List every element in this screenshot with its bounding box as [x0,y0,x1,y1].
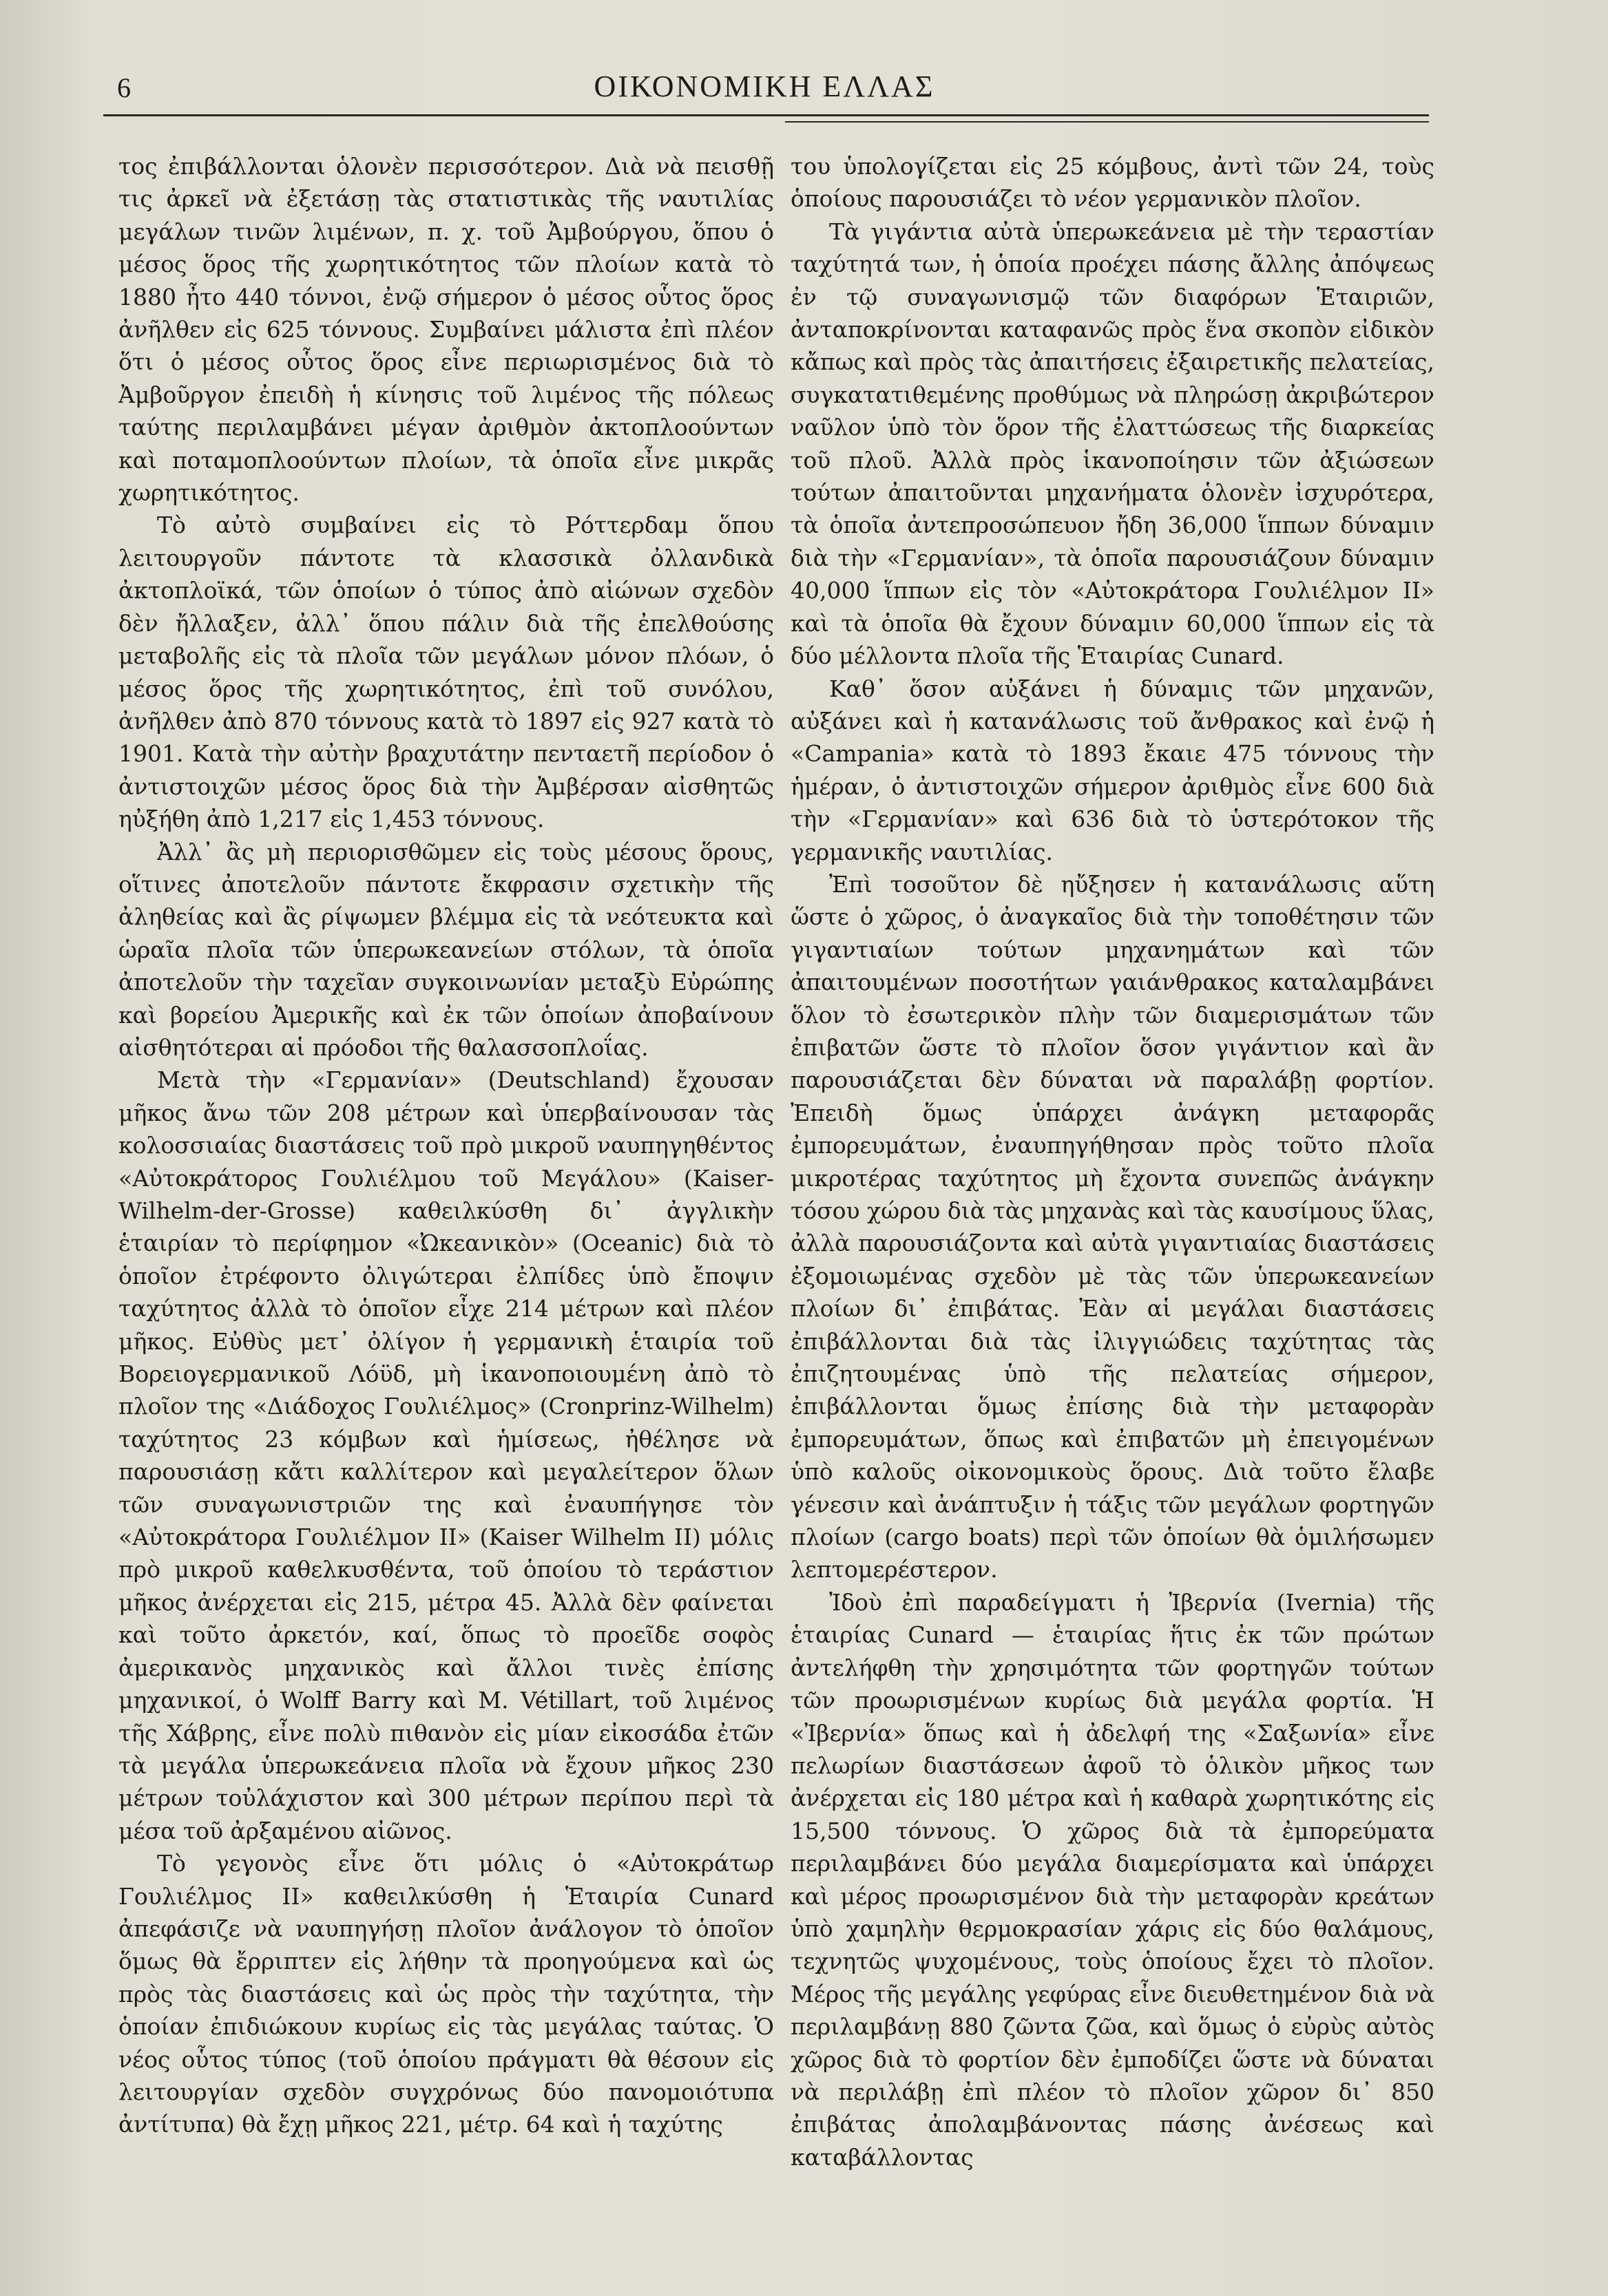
paragraph: Τὸ αὐτὸ συμβαίνει εἰς τὸ Ρόττερδαμ ὅπου λειτουργοῦν πάντοτε τὰ κλασσικὰ ὀλλανδικὰ ἀκτοπλοϊκά, τῶν ὁποίων ὁ τύπος ἀπὸ αἰώνων σχεδὸν δὲν ἤλλαξεν, ἀλλ᾽ ὅπου πάλιν διὰ τῆς ἐπελθούσης μεταβολῆς εἰς τὰ πλοῖα τῶν μεγάλων μόνον πλόων, ὁ μέσος ὅρος τῆς χωρητικότητος, ἐπὶ τοῦ συνόλου, ἀνῆλθεν ἀπὸ 870 τόννους κατὰ τὸ 1897 εἰς 927 κατὰ τὸ 1901. Κατὰ τὴν αὐτὴν βραχυτάτην πενταετῆ περίοδον ὁ ἀντιστοιχῶν μέσος ὅρος διὰ τὴν Ἀμβέρσαν αἰσθητῶς ηὐξήθη ἀπὸ 1,217 εἰς 1,453 τόννους. [118,512,774,833]
paragraph: Ἰδοὺ ἐπὶ παραδείγματι ἡ Ἰβερνία (Ivernia) τῆς ἑταιρίας Cunard — ἑταιρίας ἥτις ἐκ τῶν πρώτων ἀντελήφθη τὴν χρησιμότητα τῶν φορτηγῶν τούτων τῶν προωρισμένων κυρίως διὰ μεγάλα φορτία. Ἡ «Ἰβερνία» ὅπως καὶ ἡ ἀδελφή της «Σαξωνία» εἶνε πελωρίων διαστάσεων ἀφοῦ τὸ ὁλικὸν μῆκος των ἀνέρχεται εἰς 180 μέτρα καὶ ἡ καθαρὰ χωρητικότης εἰς 15,500 τόννους. Ὁ χῶρος διὰ τὰ ἐμπορεύματα περιλαμβάνει δύο μεγάλα διαμερίσματα καὶ ὑπάρχει καὶ μέρος προωρισμένον διὰ τὴν μεταφορὰν κρεάτων ὑπὸ χαμηλὴν θερμοκρασίαν χάρις εἰς δύο θαλάμους, τεχνητῶς ψυχομένους, τοὺς ὁποίους ἔχει τὸ πλοῖον. Μέρος τῆς μεγάλης γεφύρας εἶνε διευθετημένον διὰ νὰ περιλαμβάνῃ 880 ζῶντα ζῶα, καὶ ὅμως ὁ εὐρὺς αὐτὸς χῶρος διὰ τὸ φορτίον δὲν ἐμποδίζει ὥστε νὰ δύναται νὰ περιλάβῃ ἐπὶ πλέον τὸ πλοῖον χῶρον δι᾽ 850 ἐπιβάτας ἀπολαμβάνοντας πάσης ἀνέσεως καὶ καταβάλλοντας [791,1588,1434,2171]
paragraph: Ἐπὶ τοσοῦτον δὲ ηὔξησεν ἡ κατανάλωσις αὕτη ὥστε ὁ χῶρος, ὁ ἀναγκαῖος διὰ τὴν τοποθέτησιν τῶν γιγαντιαίων τούτων μηχανημάτων καὶ τῶν ἀπαιτουμένων ποσοτήτων γαιάνθρακος καταλαμβάνει ὅλον τὸ ἐσωτερικὸν πλὴν τῶν διαμερισμάτων τῶν ἐπιβατῶν ὥστε τὸ πλοῖον ὅσον γιγάντιον καὶ ἂν παρουσιάζεται δὲν δύναται νὰ παραλάβῃ φορτίον. Ἐπειδὴ ὅμως ὑπάρχει ἀνάγκη μεταφορᾶς ἐμπορευμάτων, ἐναυπηγήθησαν πρὸς τοῦτο πλοῖα μικροτέρας ταχύτητος μὴ ἔχοντα συνεπῶς ἀνάγκην τόσου χώρου διὰ τὰς μηχανὰς καὶ τὰς καυσίμους ὕλας, ἀλλὰ παρουσιάζοντα καὶ αὐτὰ γιγαντιαίας διαστάσεις ἐξομοιωμένας σχεδὸν μὲ τὰς τῶν ὑπερωκεανείων πλοίων δι᾽ ἐπιβάτας. Ἐὰν αἱ μεγάλαι διαστάσεις ἐπιβάλλονται διὰ τὰς ἰλιγγιώδεις ταχύτητας τὰς ἐπιζητουμένας ὑπὸ τῆς πελατείας σήμερον, ἐπιβάλλονται ὅμως ἐπίσης διὰ τὴν μεταφορὰν ἐμπορευμάτων, ὅπως καὶ ἐπιβατῶν μὴ ἐπειγομένων ὑπὸ καλοῦς οἰκονομικοὺς ὅρους. Διὰ τοῦτο ἔλαβε γένεσιν καὶ ἀνάπτυξιν ἡ τάξις τῶν μεγάλων φορτηγῶν πλοίων (cargo boats) περὶ τῶν ὁποίων θὰ ὁμιλήσωμεν λεπτομερέστερον. [791,870,1434,1583]
paragraph: Ἀλλ᾽ ἂς μὴ περιορισθῶμεν εἰς τοὺς μέσους ὅρους, οἵτινες ἀποτελοῦν πάντοτε ἔκφρασιν σχετικὴν τῆς ἀληθείας καὶ ἂς ρίψωμεν βλέμμα εἰς τὰ νεότευκτα καὶ ὡραῖα πλοῖα τῶν ὑπερωκεανείων στόλων, τὰ ὁποῖα ἀποτελοῦν τὴν ταχεῖαν συγκοινωνίαν μεταξὺ Εὐρώπης καὶ βορείου Ἀμερικῆς καὶ ἐκ τῶν ὁποίων ἀποβαίνουν αἰσθητότεραι αἱ πρόοδοι τῆς θαλασσοπλοΐας. [118,838,774,1061]
left-column [118,150,774,2257]
page-header [103,63,1426,105]
page-number: 6 [117,72,131,103]
header-rule [103,114,1429,116]
right-column [791,150,1434,2257]
paragraph: του ὑπολογίζεται εἰς 25 κόμβους, ἀντὶ τῶν 24, τοὺς ὁποίους παρουσιάζει τὸ νέον γερμανικὸν πλοῖον. [791,153,1434,213]
paragraph: Καθ᾽ ὅσον αὐξάνει ἡ δύναμις τῶν μηχανῶν, αὐξάνει καὶ ἡ κατανάλωσις τοῦ ἄνθρακος καὶ ἐνῷ ἡ «Campania» κατὰ τὸ 1893 ἔκαιε 475 τόννους τὴν ἡμέραν, ὁ ἀντιστοιχῶν σήμερον ἀριθμὸς εἶνε 600 διὰ τὴν «Γερμανίαν» καὶ 636 διὰ τὸ ὑστερότοκον τῆς γερμανικῆς ναυτιλίας. [791,675,1434,865]
paragraph: Τὸ γεγονὸς εἶνε ὅτι μόλις ὁ «Αὐτοκράτωρ Γουλιέλμος ΙΙ» καθειλκύσθη ἡ Ἑταιρία Cunard ἀπεφάσιζε νὰ ναυπηγήσῃ πλοῖον ἀνάλογον τὸ ὁποῖον ὅμως θὰ ἔρριπτεν εἰς λήθην τὰ προηγούμενα καὶ ὡς πρὸς τὰς διαστάσεις καὶ ὡς πρὸς τὴν ταχύτητα, τὴν ὁποίαν ἐπιδιώκουν κυρίως εἰς τὰς μεγάλας ταύτας. Ὁ νέος οὗτος τύπος (τοῦ ὁποίου πράγματι θὰ θέσουν εἰς λειτουργίαν σχεδὸν συγχρόνως δύο πανομοιότυπα ἀντίτυπα) θὰ ἔχῃ μῆκος 221, μέτρ. 64 καὶ ἡ ταχύτης [118,1850,774,2138]
paragraph: Τὰ γιγάντια αὐτὰ ὑπερωκεάνεια μὲ τὴν τεραστίαν ταχύτητά των, ἡ ὁποία προέχει πάσης ἄλλης ἀπόψεως ἐν τῷ συναγωνισμῷ τῶν διαφόρων Ἑταιριῶν, ἀνταποκρίνονται καταφανῶς πρὸς ἕνα σκοπὸν εἰδικὸν κἄπως καὶ πρὸς τὰς ἀπαιτήσεις ἐξαιρετικῆς πελατείας, συγκατατιθεμένης προθύμως νὰ πληρώσῃ ἀκριβώτερον ναῦλον ὑπὸ τὸν ὅρον τῆς ἐλαττώσεως τῆς διαρκείας τοῦ πλοῦ. Ἀλλὰ πρὸς ἱκανοποίησιν τῶν ἀξιώσεων τούτων ἀπαιτοῦνται μηχανήματα ὁλονὲν ἰσχυρότερα, τὰ ὁποῖα ἀντεπροσώπευον ἤδη 36,000 ἵππων δύναμιν διὰ τὴν «Γερμανίαν», τὰ ὁποῖα παρουσιάζουν δύναμιν 40,000 ἵππων εἰς τὸν «Αὐτοκράτορα Γουλιέλμον ΙΙ» καὶ τὰ ὁποῖα θὰ ἔχουν δύναμιν 60,000 ἵππων εἰς τὰ δύο μέλλοντα πλοῖα τῆς Ἑταιρίας Cunard. [791,218,1434,670]
header-rule-secondary [785,121,1429,123]
paragraph: τος ἐπιβάλλονται ὁλονὲν περισσότερον. Διὰ νὰ πεισθῇ τις ἀρκεῖ νὰ ἐξετάσῃ τὰς στατιστικὰς τῆς ναυτιλίας μεγάλων τινῶν λιμένων, π. χ. τοῦ Ἀμβούργου, ὅπου ὁ μέσος ὅρος τῆς χωρητικότητος τῶν πλοίων κατὰ τὸ 1880 ἦτο 440 τόννοι, ἐνῷ σήμερον ὁ μέσος οὗτος ὅρος ἀνῆλθεν εἰς 625 τόννους. Συμβαίνει μάλιστα ἐπὶ πλέον ὅτι ὁ μέσος οὗτος ὅρος εἶνε περιωρισμένος διὰ τὸ Ἀμβοῦργον ἐπειδὴ ἡ κίνησις τοῦ λιμένος τῆς πόλεως ταύτης περιλαμβάνει μέγαν ἀριθμὸν ἀκτοπλοούντων καὶ ποταμοπλοούντων πλοίων, τὰ ὁποῖα εἶνε μικρᾶς χωρητικότητος. [118,153,774,507]
journal-title: ΟΙΚΟΝΟΜΙΚΗ ΕΛΛΑΣ [594,70,935,103]
paragraph: Μετὰ τὴν «Γερμανίαν» (Deutschland) ἔχουσαν μῆκος ἄνω τῶν 208 μέτρων καὶ ὑπερβαίνουσαν τὰς κολοσσιαίας διαστάσεις τοῦ πρὸ μικροῦ ναυπηγηθέντος «Αὐτοκράτορος Γουλιέλμου τοῦ Μεγάλου» (Kaiser-Wilhelm-der-Grosse) καθειλκύσθη δι᾽ ἀγγλικὴν ἑταιρίαν τὸ περίφημον «Ὠκεανικὸν» (Oceanic) διὰ τὸ ὁποῖον ἐτρέφοντο ὀλιγώτεραι ἐλπίδες ὑπὸ ἔποψιν ταχύτητος ἀλλὰ τὸ ὁποῖον εἶχε 214 μέτρων καὶ πλέον μῆκος. Εὐθὺς μετ᾽ ὀλίγον ἡ γερμανικὴ ἑταιρία τοῦ Βορειογερμανικοῦ Λόϋδ, μὴ ἱκανοποιουμένη ἀπὸ τὸ πλοῖον της «Διάδοχος Γουλιέλμος» (Cronprinz-Wilhelm) ταχύτητος 23 κόμβων καὶ ἡμίσεως, ἠθέλησε νὰ παρουσιάσῃ κἄτι καλλίτερον καὶ μεγαλείτερον ὅλων τῶν συναγωνιστριῶν της καὶ ἐναυπήγησε τὸν «Αὐτοκράτορα Γουλιέλμον ΙΙ» (Kaiser Wilhelm II) μόλις πρὸ μικροῦ καθελκυσθέντα, τοῦ ὁποίου τὸ τεράστιον μῆκος ἀνέρχεται εἰς 215, μέτρα 45. Ἀλλὰ δὲν φαίνεται καὶ τοῦτο ἀρκετόν, καί, ὅπως τὸ προεῖδε σοφὸς ἀμερικανὸς μηχανικὸς καὶ ἄλλοι τινὲς ἐπίσης μηχανικοί, ὁ Wolff Barry καὶ M. Vétillart, τοῦ λιμένος τῆς Χάβρης, εἶνε πολὺ πιθανὸν εἰς μίαν εἰκοσάδα ἐτῶν τὰ μεγάλα ὑπερωκεάνεια πλοῖα νὰ ἔχουν μῆκος 230 μέτρων τοὐλάχιστον καὶ 300 μέτρων περίπου περὶ τὰ μέσα τοῦ ἀρξαμένου αἰῶνος. [118,1066,774,1844]
